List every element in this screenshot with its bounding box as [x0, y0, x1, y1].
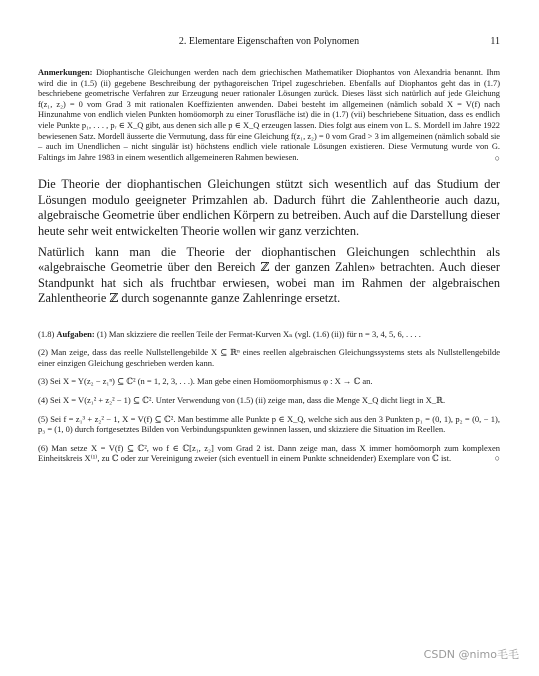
body-paragraph-1: Die Theorie der diophantischen Gleichungen stützt sich wesentlich auf das Studium der Lösungen modulo geeigneter Primzahlen ab. Dadurch führt die Zahlentheorie auch dazu, algebraische Geometrie über endlichen Körpern zu betreiben. Auch auf die Darstellung dieser heute sehr weit entwickelten Theorie wollen wir ganz verzichten.	[38, 177, 500, 238]
source-watermark: CSDN @nimo毛毛	[423, 648, 519, 661]
exercise-2: (2) Man zeige, dass das reelle Nullstellengebilde X ⊆ ℝⁿ eines reellen algebraischen Gleichungssystems stets als Nullstellengebilde einer einzigen Gleichung geschrieben werden kann.	[38, 347, 500, 368]
book-page	[38, 36, 500, 464]
exercise-1-text: (1) Man skizziere die reellen Teile der Fermat-Kurven Xₙ (vgl. (1.6) (ii)) für n = 3, 4, 5, 6, . . . .	[96, 328, 421, 339]
page-number: 11	[490, 36, 500, 47]
exercises-label: Aufgaben:	[56, 328, 95, 339]
exercise-1	[38, 329, 500, 340]
remark-block	[38, 68, 500, 163]
exercise-6	[38, 443, 500, 464]
exercise-5: (5) Sei f = z₁³ + z₂² − 1, X = V(f) ⊆ ℂ². Man bestimme alle Punkte p ∈ X_Q, welche sich aus den 3 Punkten p₁ = (0, 1), p₂ = (0, − 1), p₃ = (1, 0) durch fortgesetztes Bilden von Verbindungspunkten gewinnen lassen, und skizziere die Situation im Reellen.	[38, 413, 500, 435]
exercise-4: (4) Sei X = V(z₁² + z₂² − 1) ⊆ ℂ². Unter Verwendung von (1.5) (ii) zeige man, dass die Menge X_Q dicht liegt in X_ℝ.	[38, 394, 446, 405]
exercise-6-text: (6) Man setze X = V(f) ⊆ ℂ², wo f ∈ ℂ[z₁, z₂] vom Grad 2 ist. Dann zeige man, dass X immer homöomorph zum komplexen Einheitskreis X⁽¹⁾, zu ℂ oder zur Vereinigung zweier (sich eventuell in einem Punkte schneidender) Exemplare von ℂ ist.	[38, 442, 500, 464]
remark-text: Diophantische Gleichungen werden nach dem griechischen Mathematiker Diophantos von Alexandria benannt. Ihm wird die in (1.5) (ii) gegebene Beschreibung der pythagoreischen Tripel zugeschrieben. Ebenfalls auf Diophantos geht das in (1.7) beschriebene geometrische Verfahren zur Erzeugung neuer rationaler Lösungen zurück. Dieses lässt sich natürlich auf jede Gleichung f(z₁, z₂) = 0 vom Grad 3 mit rationalen Koeffizienten anwenden. Dabei besteht im allgemeinen (nämlich sobald X = V(f) nach Hinzunahme von endlich vielen Punkten homöomorph zu einer Torusfläche ist) die in (1.7) (vii) beschriebene Situation, dass es endlich viele Punkte p₁, . . . , pᵣ ∈ X_Q gibt, aus denen sich alle p ∈ X_Q erzeugen lassen. Dies folgt aus einem von L. S. Mordell im Jahre 1922 bewiesenen Satz. Mordell äusserte die Vermutung, dass für eine Gleichung f(z₁, z₂) = 0 vom Grad > 3 im allgemeinen (nämlich sobald sie – auch im Unendlichen – nicht singulär ist) höchstens endlich viele rationale Lösungen existieren. Diese Vermutung wurde von G. Faltings im Jahre 1983 in einem wesentlich allgemeineren Rahmen bewiesen.	[38, 68, 500, 162]
exercise-3: (3) Sei X = Y(z₂ − z₁ⁿ) ⊆ ℂ² (n = 1, 2, 3, . . .). Man gebe einen Homöomorphismus φ : X → ℂ an.	[38, 376, 373, 387]
remark-label: Anmerkungen:	[38, 68, 93, 77]
body-paragraph-2: Natürlich kann man die Theorie der diophantischen Gleichungen schlechthin als «algebraische Geometrie über den Bereich ℤ der ganzen Zahlen» betrachten. Auch dieser Standpunkt hat sich als fruchtbar erwiesen, wobei man im Rahmen der algebraischen Zahlentheorie ℤ durch sogenannte ganze Zahlenringe ersetzt.	[38, 244, 500, 306]
end-of-exercises-symbol: ○	[494, 453, 500, 464]
end-of-remark-symbol: ○	[494, 152, 500, 163]
running-header	[38, 36, 500, 52]
exercise-section-number: (1.8)	[38, 328, 55, 339]
chapter-title: 2. Elementare Eigenschaften von Polynomen	[178, 36, 360, 47]
